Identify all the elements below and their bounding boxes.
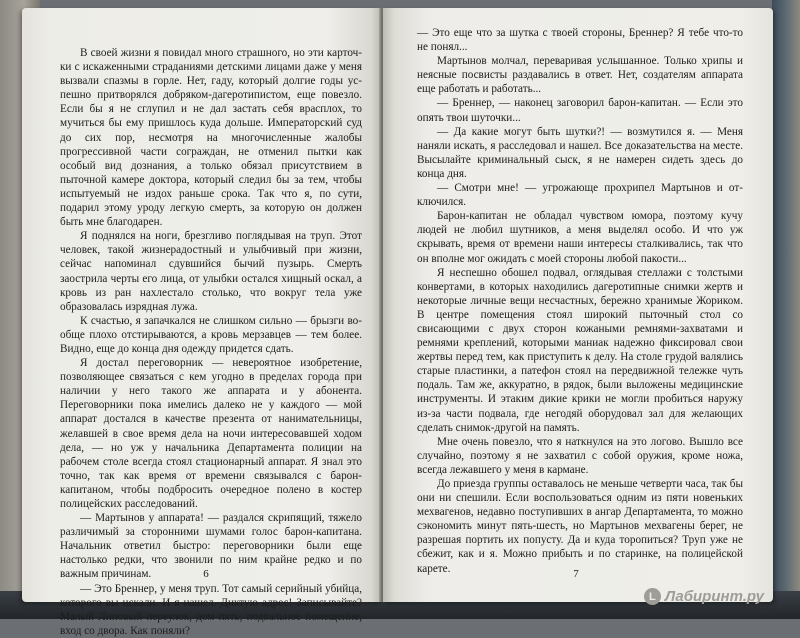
labirint-logo-icon: L: [644, 588, 661, 605]
right-page-text: [417, 26, 743, 576]
left-page: [22, 8, 382, 637]
paragraph: Барон-капитан не обладал чувством юмора, поэтому кучу людей не любил шутников, а меня выделял особо. И что уж скрывать, время от времени наши интересы сталкивались, так что он вполне мог ожидать с моей стороны любой пакости...: [417, 210, 743, 265]
paragraph: Мартынов молчал, переваривая услышанное. Только хрипы и неясные посвисты раздавались в ответ. Нет, создателям аппарата еще работать и работать...: [417, 55, 743, 96]
paragraph: — Мартынов у аппарата! — раздался скрипящий, тяжело различимый за сторонними шумами голос барон-капитана. Начальник ответил быстро: переговорники были еще настолько редки, что звонили по ним крайне редко и по важным причинам.: [60, 512, 362, 581]
paragraph: До приезда группы оставалось не меньше четверти часа, так бы они ни спешили. Если воспользоваться одним из пяти новеньких мехвагенов, недавно поступивших в ангар Департамента, то можно сэкономить минут пять-шесть, но Мартынов мехвагены берег, не разрешая портить их попусту. Да и куда торопиться? Труп уже не сбежит, как и я. Можно прибыть и по старинке, на полицейской карете.: [417, 478, 743, 575]
paragraph: К счастью, я запачкался не слишком сильно — брызги вообще плохо отстирываются, а кровь мерзавцев — тем более. Видно, еще до конца дня одежду придется сдать.: [60, 314, 362, 355]
watermark: [644, 588, 764, 605]
paragraph: Я достал переговорник — невероятное изобретение, позволяющее связаться с кем угодно в пределах города при наличии у него такого же аппарата и у абонента. Переговорники пока имелись далеко не у каждого — мой аппарат достался в качестве презента от нанимательницы, желавшей в свое время дела на ночи интересовавшей ходом дела, — но уж у начальника Департамента полиции на рабочем столе всегда стоял стационарный аппарат. Я знал это точно, так как время от времени связывался с барон-капитаном, чтобы подбросить очередное полено в костер полицейских расследований.: [60, 357, 362, 510]
right-page: [383, 8, 773, 602]
paragraph: — Это Бреннер, у меня труп. Тот самый серийный убийца, которого вы искали. И я нашел. Диктую адрес! Записывайте? Малый Липовый переулок, дом пять, подвальное помещение, вход со двора. Как поняли?: [60, 582, 362, 637]
paragraph: В своей жизни я повидал много страшного, но эти карточки с искаженными страданиями детскими лицами даже у меня вызвали спазмы в горле. Нет, гаду, который долгие годы успешно притворялся добряком-дагеротипистом, еще повезло. Если бы я не сглупил и не дал застать себя врасплох, то мучиться бы ему пришлось куда дольше. Императорский суд до сих пор, несмотря на многочисленные жалобы прогрессивной части сограждан, не отменил пытки как особый вид дознания, а только обязал присутствием в пыточной камере доктора, который следил бы за тем, чтобы испытуемый не издох раньше срока. Так что я, по сути, подарил этому уроду легкую смерть, за которую он должен быть мне благодарен.: [60, 47, 362, 229]
paragraph: — Смотри мне! — угрожающе прохрипел Мартынов и отключился.: [417, 182, 743, 209]
paragraph: — Это еще что за шутка с твоей стороны, Бреннер? Я тебе что-то не понял...: [417, 27, 743, 54]
background-right: [772, 0, 800, 619]
paragraph: Мне очень повезло, что я наткнулся на это логово. Вышло все случайно, поэтому я не захватил с собой оружия, кроме ножа, всегда лежавшего у меня в кармане.: [417, 435, 743, 476]
left-page-text: [60, 46, 362, 638]
watermark-text: Лабиринт.ру: [664, 588, 764, 605]
paragraph: — Да какие могут быть шутки?! — возмутился я. — Меня наняли искать, я расследовал и нашел. Все доказательства на месте. Высылайте криминальный сыск, я не намерен сидеть здесь до конца дня.: [417, 125, 743, 180]
paragraph: Я поднялся на ноги, брезгливо поглядывая на труп. Этот человек, такой жизнерадостный и улыбчивый при жизни, сейчас напоминал сдувшийся бычий пузырь. Смерть заострила черты его лица, от улыбки остался хищный оскал, а кровь из ран нахлестало столько, что вокруг тела уже образовалась изрядная лужа.: [60, 230, 362, 313]
page-number-left: 6: [203, 568, 209, 580]
page-number-right: 7: [573, 568, 579, 580]
paragraph: — Бреннер, — наконец заговорил барон-капитан. — Если это опять твои шуточки...: [417, 97, 743, 124]
paragraph: Я неспешно обошел подвал, оглядывая стеллажи с толстыми конвертами, в которых находились дагеротипные снимки жертв и некоторые личные вещи несчастных, бережно хранимые Жориком. В центре помещения стоял широкий пыточный стол со свисающими с двух сторон кожаными ремнями-захватами и ремнями креплений, которыми маниак надежно фиксировал свои жертвы перед тем, как приступить к делу. На столе грудой валялись старые пластинки, а патефон стоял на передвижной тележке чуть подаль. Там же, аккуратно, в рядок, были выложены медицинские инструменты. И этаким дикие крики не могли пробиться наружу из-за части подвала, где негодяй оборудовал зал для желающих сделать снимок-другой на память.: [417, 266, 743, 434]
